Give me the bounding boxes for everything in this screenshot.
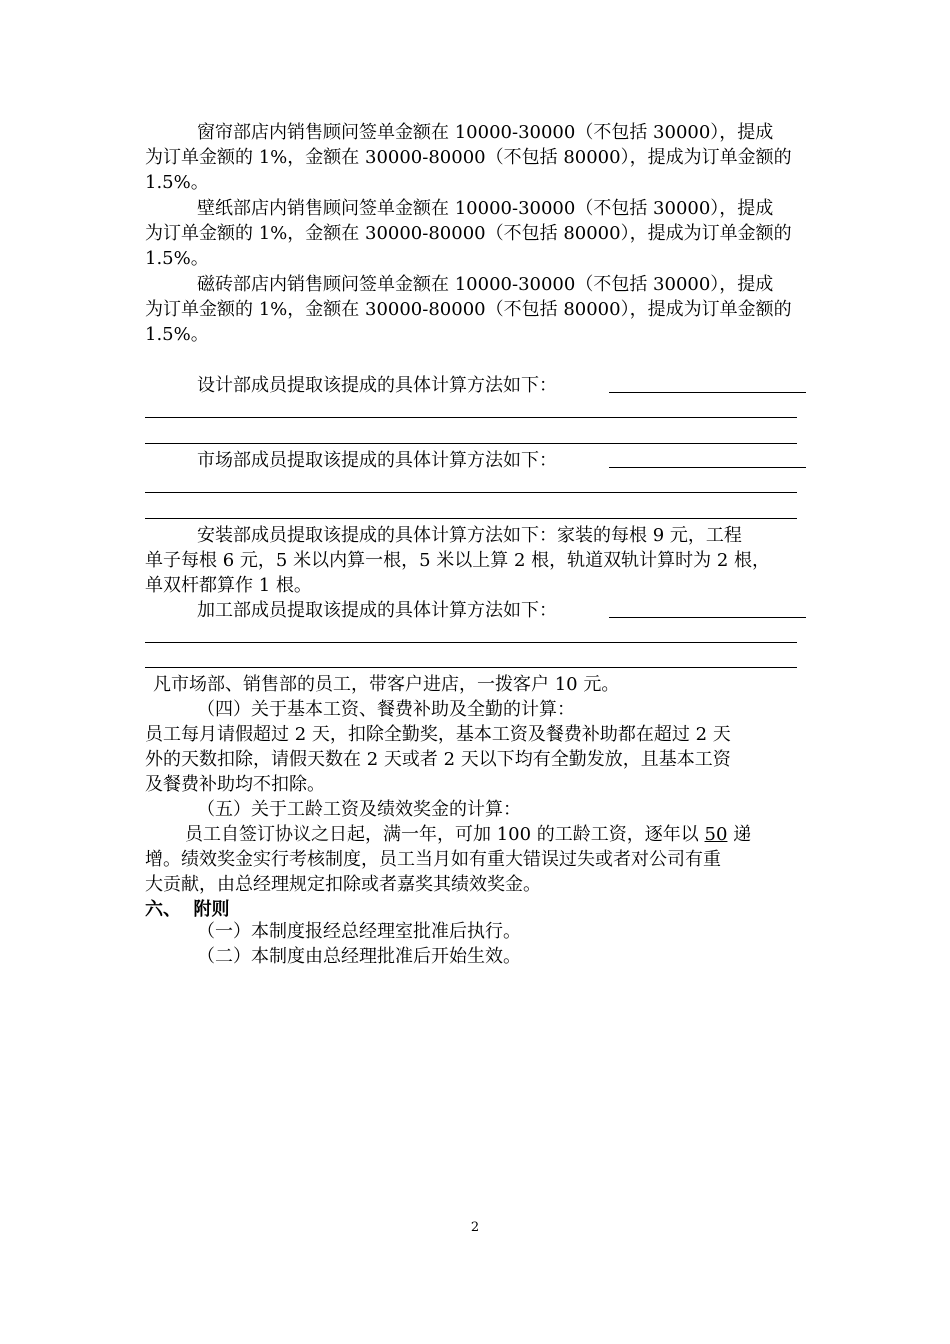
processing-method-label: 加工部成员提取该提成的具体计算方法如下：	[197, 600, 557, 621]
section-5-line-1	[185, 823, 751, 847]
curtain-commission-line-1: 窗帘部店内销售顾问签单金额在 10000-30000（不包括 30000），提成	[197, 122, 774, 143]
processing-fill-line	[609, 617, 806, 618]
tile-commission-line-3: 1.5%。	[145, 324, 209, 345]
design-blank-line-2	[145, 443, 797, 444]
section-4-line-1: 员工每月请假超过 2 天，扣除全勤奖，基本工资及餐费补助都在超过 2 天	[145, 724, 731, 745]
tile-commission-line-2: 为订单金额的 1%，金额在 30000-80000（不包括 80000），提成为订单金额的	[145, 299, 792, 320]
section-4-heading: （四）关于基本工资、餐费补助及全勤的计算：	[197, 699, 575, 720]
market-fill-line	[609, 467, 806, 468]
design-blank-line-1	[145, 417, 797, 418]
referral-rule: 凡市场部、销售部的员工，带客户进店，一拨客户 10 元。	[153, 674, 620, 695]
wallpaper-commission-line-3: 1.5%。	[145, 248, 209, 269]
design-method-label: 设计部成员提取该提成的具体计算方法如下：	[197, 375, 557, 396]
section-6-item-2: （二）本制度由总经理批准后开始生效。	[197, 946, 521, 967]
market-blank-line-1	[145, 492, 797, 493]
install-method-line-3: 单双杆都算作 1 根。	[145, 575, 312, 596]
section-6-item-1: （一）本制度报经总经理室批准后执行。	[197, 921, 521, 942]
processing-blank-line-1	[145, 642, 797, 643]
section-4-line-2: 外的天数扣除，请假天数在 2 天或者 2 天以下均有全勤发放，且基本工资	[145, 749, 731, 770]
install-method-line-2: 单子每根 6 元，5 米以内算一根，5 米以上算 2 根，轨道双轨计算时为 2 根，	[145, 550, 771, 571]
section-5-line-1-text: 员工自签订协议之日起，满一年，可加 100 的工龄工资，逐年以	[185, 824, 705, 845]
seniority-increment-amount: 50	[704, 824, 728, 845]
section-4-line-3: 及餐费补助均不扣除。	[145, 774, 325, 795]
wallpaper-commission-line-2: 为订单金额的 1%，金额在 30000-80000（不包括 80000），提成为订单金额的	[145, 223, 792, 244]
section-6-heading: 六、 附则	[145, 899, 230, 920]
curtain-commission-line-3: 1.5%。	[145, 172, 209, 193]
install-method-line-1: 安装部成员提取该提成的具体计算方法如下：家装的每根 9 元，工程	[197, 525, 742, 546]
section-5-line-3: 大贡献，由总经理规定扣除或者嘉奖其绩效奖金。	[145, 874, 541, 895]
processing-blank-line-2	[145, 667, 797, 668]
market-blank-line-2	[145, 518, 797, 519]
curtain-commission-line-2: 为订单金额的 1%，金额在 30000-80000（不包括 80000），提成为订单金额的	[145, 147, 792, 168]
page-number: 2	[470, 1220, 480, 1235]
section-5-line-1-end: 递	[727, 824, 752, 845]
wallpaper-commission-line-1: 壁纸部店内销售顾问签单金额在 10000-30000（不包括 30000），提成	[197, 198, 774, 219]
section-5-line-2: 增。绩效奖金实行考核制度，员工当月如有重大错误过失或者对公司有重	[145, 849, 721, 870]
section-5-heading: （五）关于工龄工资及绩效奖金的计算：	[197, 799, 521, 820]
tile-commission-line-1: 磁砖部店内销售顾问签单金额在 10000-30000（不包括 30000），提成	[197, 274, 774, 295]
design-fill-line	[609, 392, 806, 393]
market-method-label: 市场部成员提取该提成的具体计算方法如下：	[197, 450, 557, 471]
